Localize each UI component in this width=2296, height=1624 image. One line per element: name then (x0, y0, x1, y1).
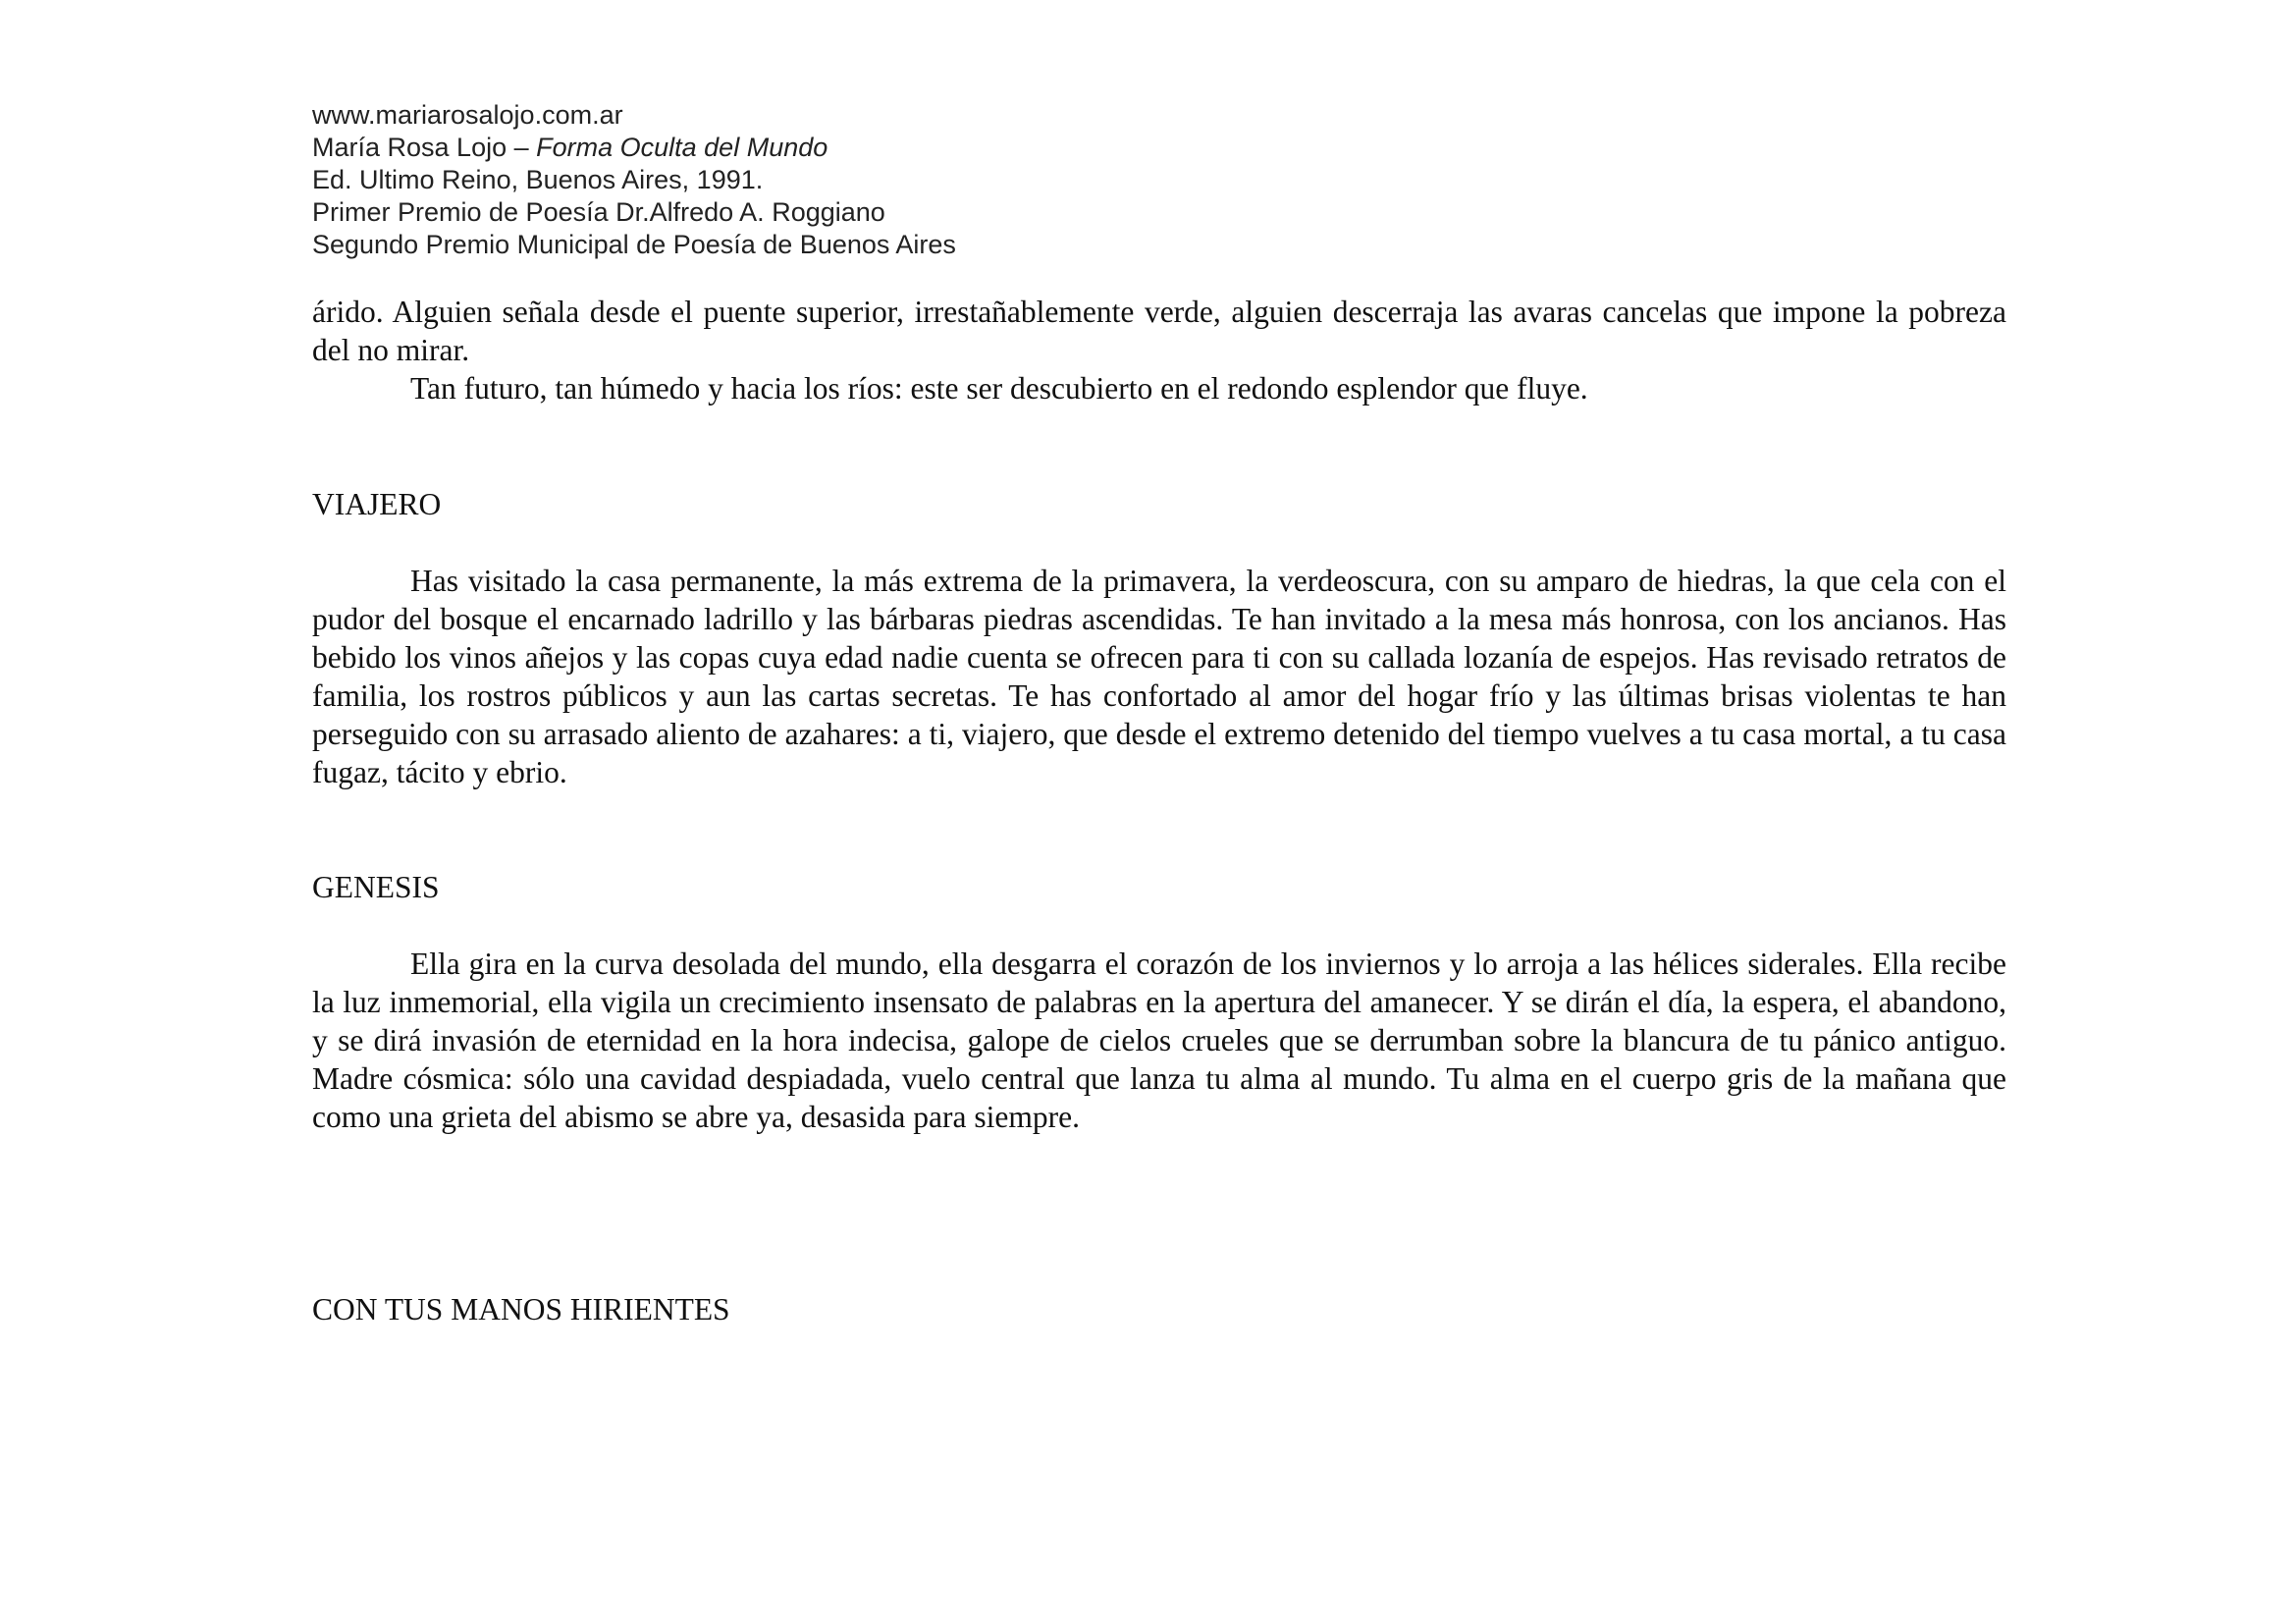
book-title: Forma Oculta del Mundo (536, 133, 828, 162)
section-text-viajero (312, 562, 2006, 791)
section-heading-genesis: GENESIS (312, 870, 440, 904)
continuation-paragraph: árido. Alguien señala desde el puente superior, irrestañablemente verde, alguien descerraja las avaras cancelas que impone la pobreza del no mirar. (312, 295, 2006, 367)
award-line-2: Segundo Premio Municipal de Poesía de Buenos Aires (312, 230, 956, 259)
continuation-paragraph: Tan futuro, tan húmedo y hacia los ríos: este ser descubierto en el redondo esplendor que fluye. (410, 371, 1588, 406)
section-text-genesis (312, 945, 2006, 1136)
document-header (312, 99, 1686, 261)
section-heading-viajero: VIAJERO (312, 487, 442, 521)
award-line-1: Primer Premio de Poesía Dr.Alfredo A. Roggiano (312, 197, 885, 227)
author-name: María Rosa Lojo – (312, 133, 537, 162)
section-heading-con-tus-manos-hirientes: CON TUS MANOS HIRIENTES (312, 1292, 730, 1326)
author-line (312, 132, 1686, 164)
edition-line: Ed. Ultimo Reino, Buenos Aires, 1991. (312, 165, 764, 194)
section-paragraph: Has visitado la casa permanente, la más extrema de la primavera, la verdeoscura, con su amparo de hiedras, la que cela con el pudor del bosque el encarnado ladrillo y las bárbaras piedras ascendidas. Te han invitado a la mesa más honrosa, con los ancianos. Has bebido los vinos añejos y las copas cuya edad nadie cuenta se ofrecen para ti con su callada lozanía de espejos. Has revisado retratos de familia, los rostros públicos y aun las cartas secretas. Te has confortado al amor del hogar frío y las últimas brisas violentas te han perseguido con su arrasado aliento de azahares: a ti, viajero, que desde el extremo detenido del tiempo vuelves a tu casa mortal, a tu casa fugaz, tácito y ebrio. (312, 564, 2006, 789)
continuation-text (312, 293, 2006, 407)
section-paragraph: Ella gira en la curva desolada del mundo, ella desgarra el corazón de los inviernos y lo arroja a las hélices siderales. Ella recibe la luz inmemorial, ella vigila un crecimiento insensato de palabras en la apertura del amanecer. Y se dirán el día, la espera, el abandono, y se dirá invasión de eternidad en la hora indecisa, galope de cielos crueles que se derrumban sobre la blancura de tu pánico antiguo. Madre cósmica: sólo una cavidad despiadada, vuelo central que lanza tu alma al mundo. Tu alma en el cuerpo gris de la mañana que como una grieta del abismo se abre ya, desasida para siempre. (312, 947, 2006, 1134)
website-url: www.mariarosalojo.com.ar (312, 100, 623, 130)
